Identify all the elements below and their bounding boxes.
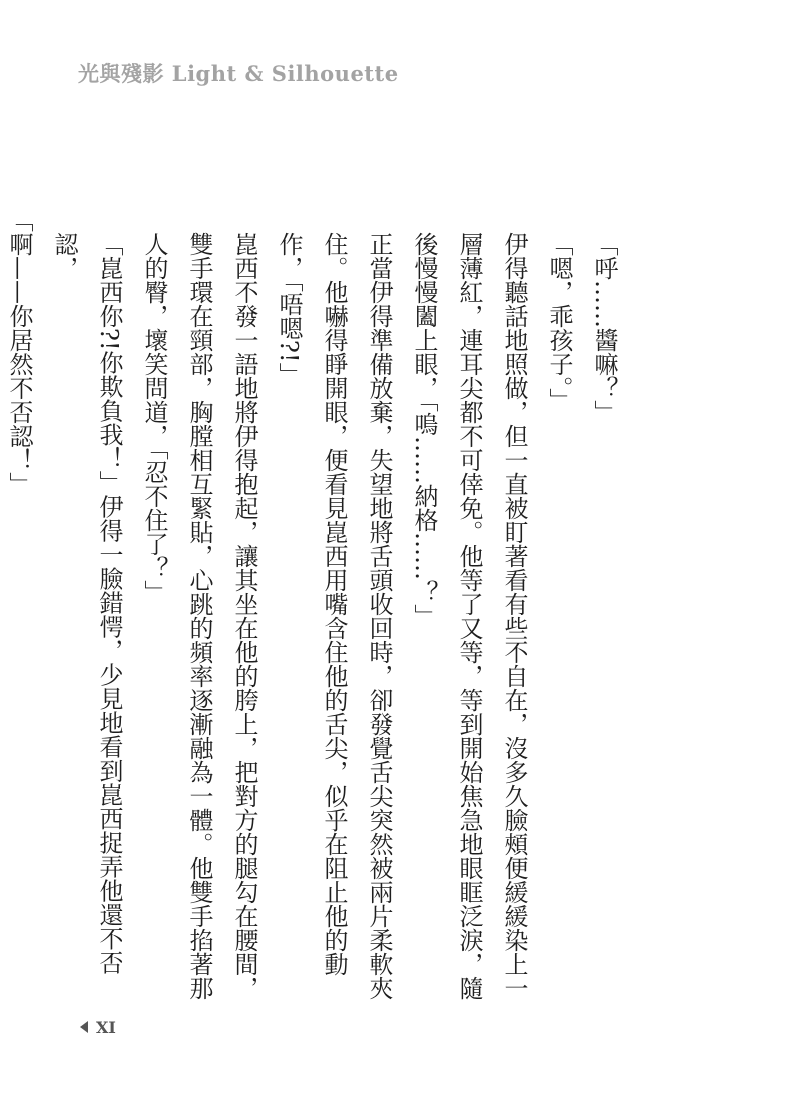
page-footer bbox=[80, 1018, 116, 1037]
paragraph-5: 崑西不發一語地將伊得抱起，讓其坐在他的胯上，把對方的腿勾在腰間，雙手環在頸部，胸膛相互緊貼，心跳的頻率逐漸融為一體。他雙手掐著那人的臀，壞笑問道，「忍不住了？」 bbox=[140, 232, 258, 1000]
paragraph-7: 「啊——你居然不否認！」 bbox=[5, 208, 33, 496]
triangle-left-icon bbox=[80, 1021, 88, 1033]
paragraph-1: 「呼……醬嘛？」 bbox=[590, 232, 618, 424]
paragraph-3: 伊得聽話地照做，但一直被盯著看有些不自在，沒多久臉頰便緩緩染上一層薄紅，連耳尖都不可倖免。他等了又等，等到開始焦急地眼眶泛淚，隨後慢慢闔上眼，「嗚……納格……？」 bbox=[410, 232, 528, 1000]
paragraph-4: 正當伊得準備放棄，失望地將舌頭收回時，卻發覺舌尖突然被兩片柔軟夾住。他嚇得睜開眼，便看見崑西用嘴含住他的舌尖，似乎在阻止他的動作，「唔嗯?!」 bbox=[275, 232, 393, 1000]
vertical-text-body bbox=[0, 208, 626, 1008]
page-number: XI bbox=[96, 1018, 116, 1037]
book-title-header: 光與殘影 Light & Silhouette bbox=[78, 61, 399, 86]
paragraph-2: 「嗯，乖孩子。」 bbox=[545, 232, 573, 412]
paragraph-6: 「崑西你?!你欺負我！」伊得一臉錯愕，少見地看到崑西捉弄他還不否認， bbox=[50, 232, 123, 975]
